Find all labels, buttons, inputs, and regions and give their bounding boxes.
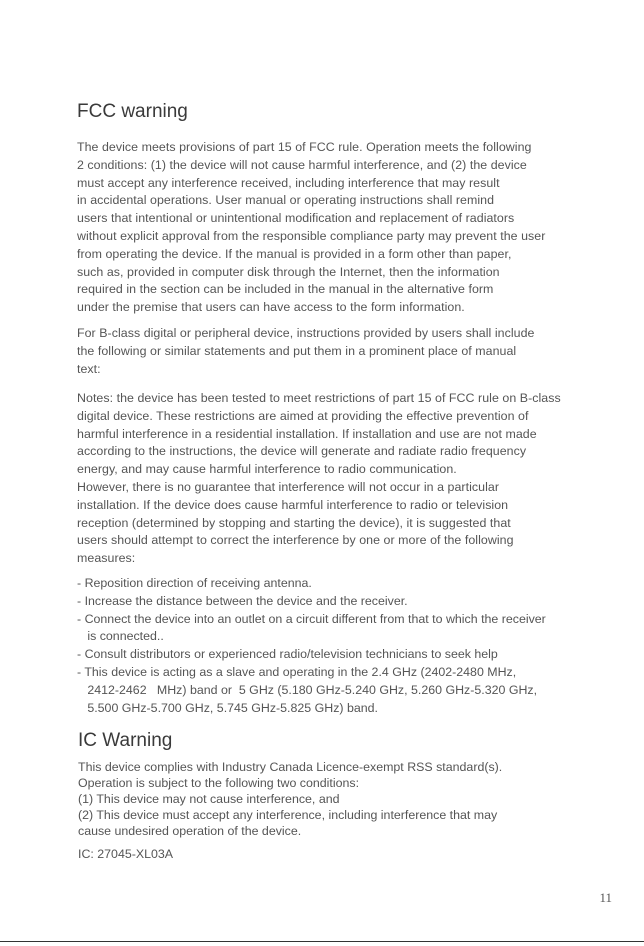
text-line: (1) This device may not cause interference, and [78,792,340,806]
fcc-notes [77,390,561,568]
text-line: Notes: the device has been tested to meet restrictions of part 15 of FCC rule on B-class [77,391,561,405]
text-line: measures: [77,551,136,566]
text-line: However, there is no guarantee that interference will not occur in a particular [77,479,500,494]
list-item: - Reposition direction of receiving antenna. [77,576,312,590]
text-line: Operation is subject to the following two conditions: [78,776,360,790]
list-item: - This device is acting as a slave and operating in the 2.4 GHz (2402-2480 MHz, [77,664,517,679]
text-line: from operating the device. If the manual is provided in a form other than paper, [77,246,512,261]
list-item: - Consult distributors or experienced radio/television technicians to seek help [77,647,498,662]
footer-divider [0,941,644,942]
text-line: cause undesired operation of the device. [78,824,302,838]
text-line: required in the section can be included in the manual in the alternative form [77,282,494,297]
text-line: installation. If the device does cause harmful interference to radio or television [77,497,509,512]
list-item: is connected.. [77,629,164,644]
page-number: 11 [599,890,612,905]
text-line: digital device. These restrictions are aimed at providing the effective prevention of [77,408,529,423]
text-line: This device complies with Industry Canada Licence-exempt RSS standard(s). [78,760,503,774]
text-line: without explicit approval from the responsible compliance party may prevent the user [77,228,546,243]
text-line: (2) This device must accept any interference, including interference that may [78,808,498,822]
ic-heading: IC Warning [78,730,173,751]
text-line: the following or similar statements and put them in a prominent place of manual [77,343,517,358]
fcc-paragraph-1 [77,139,545,317]
text-line: The device meets provisions of part 15 of FCC rule. Operation meets the following [77,140,532,154]
text-line: users should attempt to correct the interference by one or more of the following [77,533,514,548]
text-line: For B-class digital or peripheral device, instructions provided by users shall include [77,326,535,340]
ic-id: IC: 27045-XL03A [78,847,174,861]
text-line: reception (determined by stopping and starting the device), it is suggested that [77,515,511,530]
text-line: text: [77,361,101,376]
ic-statement [78,759,502,839]
text-line: harmful interference in a residential installation. If installation and use are not made [77,426,537,441]
text-line: under the premise that users can have access to the form information. [77,300,465,315]
list-item: - Increase the distance between the device and the receiver. [77,593,408,608]
text-line: energy, and may cause harmful interference to radio communication. [77,462,457,477]
text-line: according to the instructions, the device will generate and radiate radio frequency [77,444,527,459]
list-item: - Connect the device into an outlet on a circuit different from that to which the receiver [77,611,546,626]
list-item: 5.500 GHz-5.700 GHz, 5.745 GHz-5.825 GHz) band. [77,700,378,715]
text-line: users that intentional or unintentional modification and replacement of radiators [77,211,515,226]
fcc-measures-list [77,575,546,717]
fcc-paragraph-2 [77,325,534,378]
text-line: must accept any interference received, including interference that may result [77,175,500,190]
fcc-heading: FCC warning [77,101,188,122]
text-line: 2 conditions: (1) the device will not cause harmful interference, and (2) the device [77,157,527,172]
text-line: in accidental operations. User manual or operating instructions shall remind [77,193,495,208]
list-item: 2412-2462 MHz) band or 5 GHz (5.180 GHz-5.240 GHz, 5.260 GHz-5.320 GHz, [77,682,538,697]
text-line: such as, provided in computer disk through the Internet, then the information [77,264,500,279]
